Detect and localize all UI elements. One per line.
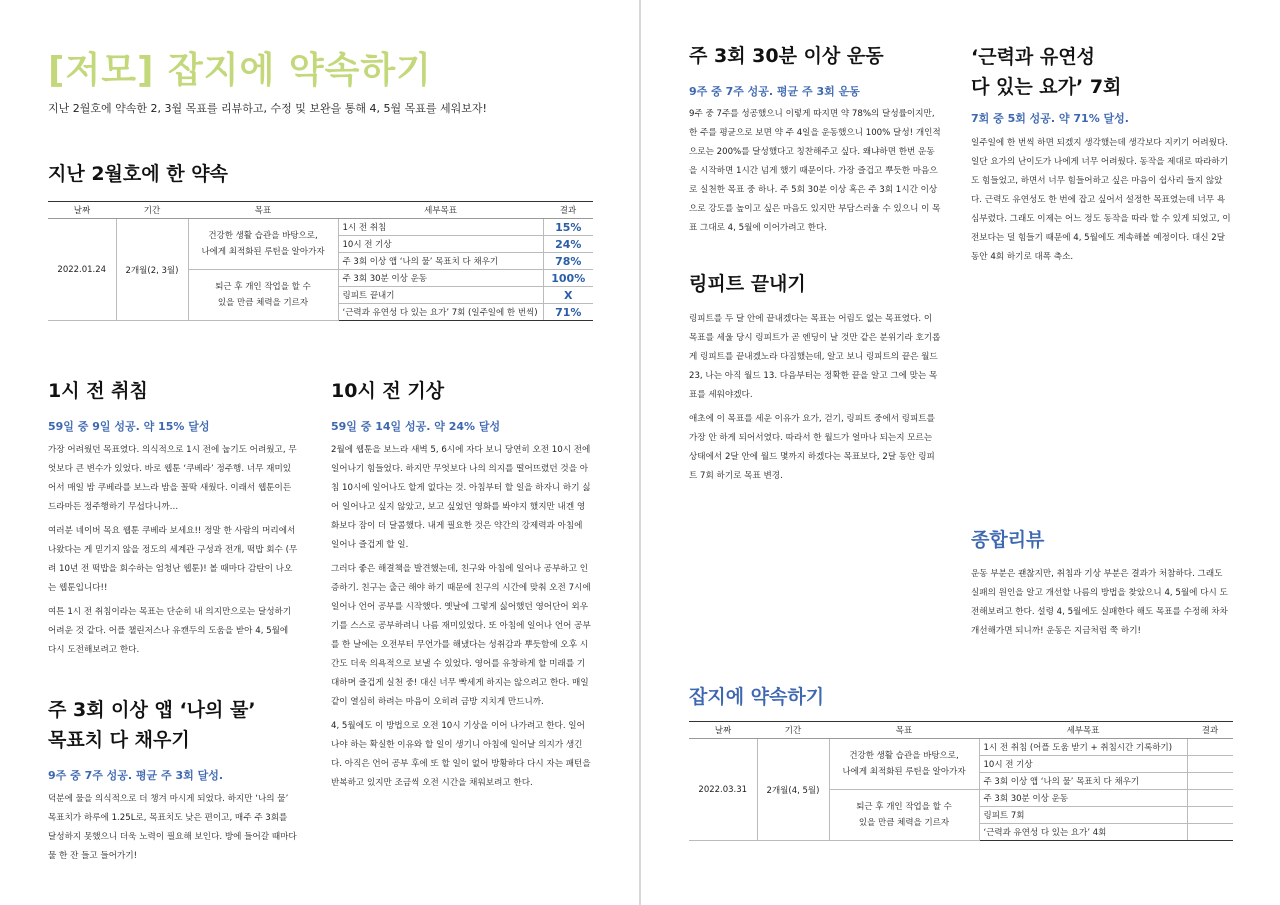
date-cell: 2022.01.24 xyxy=(48,219,116,321)
paragraph: 9주 중 7주를 성공했으니 이렇게 따지면 약 78%의 달성률이지만, 한 주를 평균으로 보면 약 주 4일을 운동했으니 100% 달성! 개인적으로는 200%를 달성했다고 칭찬해주고 싶다. 왜냐하면 한번 운동을 시작하면 1시간 넘게 했기 때문이다. 가장 즐겁고 뿌듯한 마음으로 실천한 목표 중 하나. 주 5회 30분 이상 혹은 주 3회 1시간 이상으로 강도를 높이고 싶은 마음도 있지만 부담스러울 수 있으니 이 목표 그대로 4, 5월에 이어가려고 한다. xyxy=(689,109,941,233)
col-date: 날짜 xyxy=(48,202,116,219)
result-cell xyxy=(1187,807,1233,824)
col-period: 기간 xyxy=(116,202,188,219)
goal-cell: 퇴근 후 개인 작업을 할 수 있을 만큼 체력을 기르자 xyxy=(829,790,979,841)
result-cell: 15% xyxy=(543,219,593,236)
col-period: 기간 xyxy=(757,722,829,739)
water-body xyxy=(48,790,298,871)
goal-cell: 건강한 생활 습관을 바탕으로, 나에게 최적화된 루틴을 알아가자 xyxy=(829,739,979,790)
paragraph: 일주일에 한 번씩 하면 되겠지 생각했는데 생각보다 지키기 어려웠다. 일단 요가의 난이도가 나에게 너무 어려웠다. 동작을 제대로 따라하기도 힘들었고, 하면서 너무 힘들어하고 싶은 마음이 쉽사리 들지 않았다. 근력도 유연성도 한 번에 잡고 싶어서 설정한 목표였는데 너무 욕심부렸다. 그래도 이제는 어느 정도 동작을 따라 할 수 있게 되었고, 이전보다는 덜 힘들기 때문에 4, 5월에도 계속해볼 예정이다. 대신 2달 동안 4회 하기로 대폭 축소. xyxy=(971,138,1231,262)
ringfit-body xyxy=(689,310,941,491)
result-cell: X xyxy=(543,287,593,304)
col-goal: 목표 xyxy=(188,202,338,219)
paragraph: 덕분에 물을 의식적으로 더 챙겨 마시게 되었다. 하지만 ‘나의 물’ 목표치가 하루에 1.25L로, 목표치도 낮은 편이고, 매주 주 3회를 달성하지 못했으니 더욱 노력이 필요해 보인다. 방에 들어갈 때마다 물 한 잔 들고 들어가기! xyxy=(48,794,297,861)
sleep-heading: 1시 전 취침 xyxy=(48,380,148,402)
goal-cell: 건강한 생활 습관을 바탕으로, 나에게 최적화된 루틴을 알아가자 xyxy=(188,219,338,270)
result-cell: 24% xyxy=(543,236,593,253)
detail-cell: 1시 전 취침 xyxy=(338,219,543,236)
detail-cell: 링피트 끝내기 xyxy=(338,287,543,304)
water-subtitle: 9주 중 7주 성공. 평균 주 3회 달성. xyxy=(48,769,224,782)
table-row xyxy=(48,219,593,236)
detail-cell: 링피트 7회 xyxy=(979,807,1187,824)
ringfit-heading: 링피트 끝내기 xyxy=(689,273,806,295)
yoga-subtitle: 7회 중 5회 성공. 약 71% 달성. xyxy=(971,112,1129,125)
left-page xyxy=(0,0,639,905)
result-cell: 100% xyxy=(543,270,593,287)
col-result: 결과 xyxy=(543,202,593,219)
yoga-heading: ‘근력과 유연성 다 있는 요가’ 7회 xyxy=(971,46,1122,98)
right-page xyxy=(641,0,1280,905)
paragraph: 여튼 1시 전 취침이라는 목표는 단순히 내 의지만으로는 달성하기 어려운 것 같다. 어플 챌린저스나 유캔두의 도움을 받아 4, 5월에 다시 도전해보려고 한다. xyxy=(48,607,292,655)
date-cell: 2022.03.31 xyxy=(689,739,757,841)
promise-heading: 지난 2월호에 한 약속 xyxy=(48,163,228,185)
detail-cell: 주 3회 이상 앱 ‘나의 물’ 목표치 다 채우기 xyxy=(338,253,543,270)
review-heading: 종합리뷰 xyxy=(971,529,1045,551)
wake-subtitle: 59일 중 14일 성공. 약 24% 달성 xyxy=(331,420,501,433)
result-cell xyxy=(1187,739,1233,756)
result-cell xyxy=(1187,824,1233,841)
detail-cell: 주 3회 이상 앱 ‘나의 물’ 목표치 다 채우기 xyxy=(979,773,1187,790)
period-cell: 2개월(2, 3월) xyxy=(116,219,188,321)
sleep-body xyxy=(48,441,298,665)
result-cell: 71% xyxy=(543,304,593,321)
exercise-heading: 주 3회 30분 이상 운동 xyxy=(689,45,884,67)
intro-text: 지난 2월호에 약속한 2, 3월 목표를 리뷰하고, 수정 및 보완을 통해 4, 5월 목표를 세워보자! xyxy=(48,102,487,115)
yoga-body xyxy=(971,134,1233,272)
paragraph: 그러다 좋은 해결책을 발견했는데, 친구와 아침에 일어나 공부하고 인증하기. 친구는 출근 해야 하기 때문에 친구의 시간에 맞춰 오전 7시에 일어나 언어 공부를 시작했다. 옛날에 그렇게 싫어했던 영어단어 외우기를 스스로 공부하려니 나름 재미있었다. 또 아침에 일어나 언어 공부를 한 날에는 오전부터 무언가를 해냈다는 성취감과 뿌듯함에 오후 시간도 더욱 의욕적으로 보낼 수 있었다. 영어를 유창하게 할 미래를 기대하며 즐겁게 실천 중! 대신 너무 빡세게 하지는 않으려고 한다. 매일같이 열심히 하려는 마음이 오히려 금방 지치게 만드니까. xyxy=(331,564,591,707)
result-cell: 78% xyxy=(543,253,593,270)
result-cell xyxy=(1187,790,1233,807)
detail-cell: 10시 전 기상 xyxy=(338,236,543,253)
table-row xyxy=(689,739,1233,756)
water-heading: 주 3회 이상 앱 ‘나의 물’ 목표치 다 채우기 xyxy=(48,699,256,751)
review-body xyxy=(971,565,1233,646)
exercise-body xyxy=(689,105,941,243)
detail-cell: 10시 전 기상 xyxy=(979,756,1187,773)
main-title: [저모] 잡지에 약속하기 xyxy=(48,50,432,91)
paragraph: 애초에 이 목표를 세운 이유가 요가, 걷기, 링피트 중에서 링피트를 가장 안 하게 되어서였다. 따라서 한 월드가 얼마나 되는지 모르는 상태에서 2달 안에 월드 몇까지 하겠다는 목표보다, 2달 동안 링피트 7회 하기로 목표 변경. xyxy=(689,414,935,481)
detail-cell: ‘근력과 유연성 다 있는 요가’ 4회 xyxy=(979,824,1187,841)
paragraph: 2월에 웹툰을 보느라 새벽 5, 6시에 자다 보니 당연히 오전 10시 전에 일어나기 힘들었다. 하지만 무엇보다 나의 의지를 떨어뜨렸던 것을 아침 10시에 일어나도 할게 없다는 것. 아침부터 할 일을 하자니 하기 싫어 일어나고 싶지 않았고, 보고 싶었던 영화를 봐야지 했지만 내겐 영화보다 잠이 더 달콤했다. 내게 필요한 것은 약간의 강제력과 아침에 일어나 즐겁게 할 일. xyxy=(331,445,591,550)
new-promise-heading: 잡지에 약속하기 xyxy=(689,686,825,708)
wake-body xyxy=(331,441,593,798)
exercise-subtitle: 9주 중 7주 성공. 평균 주 3회 운동 xyxy=(689,85,860,98)
col-detail: 세부목표 xyxy=(979,722,1187,739)
col-result: 결과 xyxy=(1187,722,1233,739)
paragraph: 여러분 네이버 목요 웹툰 쿠베라 보세요!! 정말 한 사람의 머리에서 나왔다는 게 믿기지 않을 정도의 세계관 구성과 전개, 떡밥 회수 (무려 10년 전 떡밥을 회수하는 엄청난 웹툰)! 볼 때마다 감탄이 나오는 웹툰입니다!! xyxy=(48,526,298,593)
result-cell xyxy=(1187,773,1233,790)
col-goal: 목표 xyxy=(829,722,979,739)
wake-heading: 10시 전 기상 xyxy=(331,380,445,402)
col-date: 날짜 xyxy=(689,722,757,739)
goal-cell: 퇴근 후 개인 작업을 할 수 있을 만큼 체력을 기르자 xyxy=(188,270,338,321)
paragraph: 4, 5월에도 이 방법으로 오전 10시 기상을 이어 나가려고 한다. 일어나야 하는 확실한 이유와 할 일이 생기니 아침에 일어날 의지가 생긴다. 아직은 언어 공부 후에 또 할 일이 없어 방황하다 다시 자는 패턴을 반복하고 있지만 조금씩 오전 시간을 채워보려고 한다. xyxy=(331,721,591,788)
result-cell xyxy=(1187,756,1233,773)
detail-cell: 주 3회 30분 이상 운동 xyxy=(338,270,543,287)
detail-cell: ‘근력과 유연성 다 있는 요가’ 7회 (일주일에 한 번씩) xyxy=(338,304,543,321)
paragraph: 운동 부분은 괜찮지만, 취침과 기상 부분은 결과가 처참하다. 그래도 실패의 원인을 알고 개선할 나름의 방법을 찾았으니 4, 5월에 다시 도전해보려고 한다. 설령 4, 5월에도 실패한다 해도 목표를 수정해 차차 개선해가면 되니까! 운동은 지금처럼 쭉 하기! xyxy=(971,569,1228,636)
col-detail: 세부목표 xyxy=(338,202,543,219)
detail-cell: 주 3회 30분 이상 운동 xyxy=(979,790,1187,807)
detail-cell: 1시 전 취침 (어플 도움 받기 + 취침시간 기록하기) xyxy=(979,739,1187,756)
period-cell: 2개월(4, 5월) xyxy=(757,739,829,841)
new-promise-table xyxy=(689,721,1233,841)
paragraph: 링피트를 두 달 안에 끝내겠다는 목표는 어림도 없는 목표였다. 이 목표를 세울 당시 링피트가 곧 엔딩이 날 것만 같은 분위기라 호기롭게 링피트를 끝내겠노라 다짐했는데, 알고 보니 링피트의 끝은 월드 23, 나는 아직 월드 13. 다음부터는 정확한 끝을 알고 그에 맞는 목표를 세워야겠다. xyxy=(689,314,941,400)
previous-promise-table xyxy=(48,201,593,321)
paragraph: 가장 어려웠던 목표였다. 의식적으로 1시 전에 눕기도 어려웠고, 무엇보다 큰 변수가 있었다. 바로 웹툰 ‘쿠베라’ 정주행. 너무 재미있어서 매일 밤 쿠베라를 보느라 밤을 꼴딱 새웠다. 이래서 웹툰이든 드라마든 정주행하기 무섭다니까… xyxy=(48,445,297,512)
sleep-subtitle: 59일 중 9일 성공. 약 15% 달성 xyxy=(48,420,210,433)
